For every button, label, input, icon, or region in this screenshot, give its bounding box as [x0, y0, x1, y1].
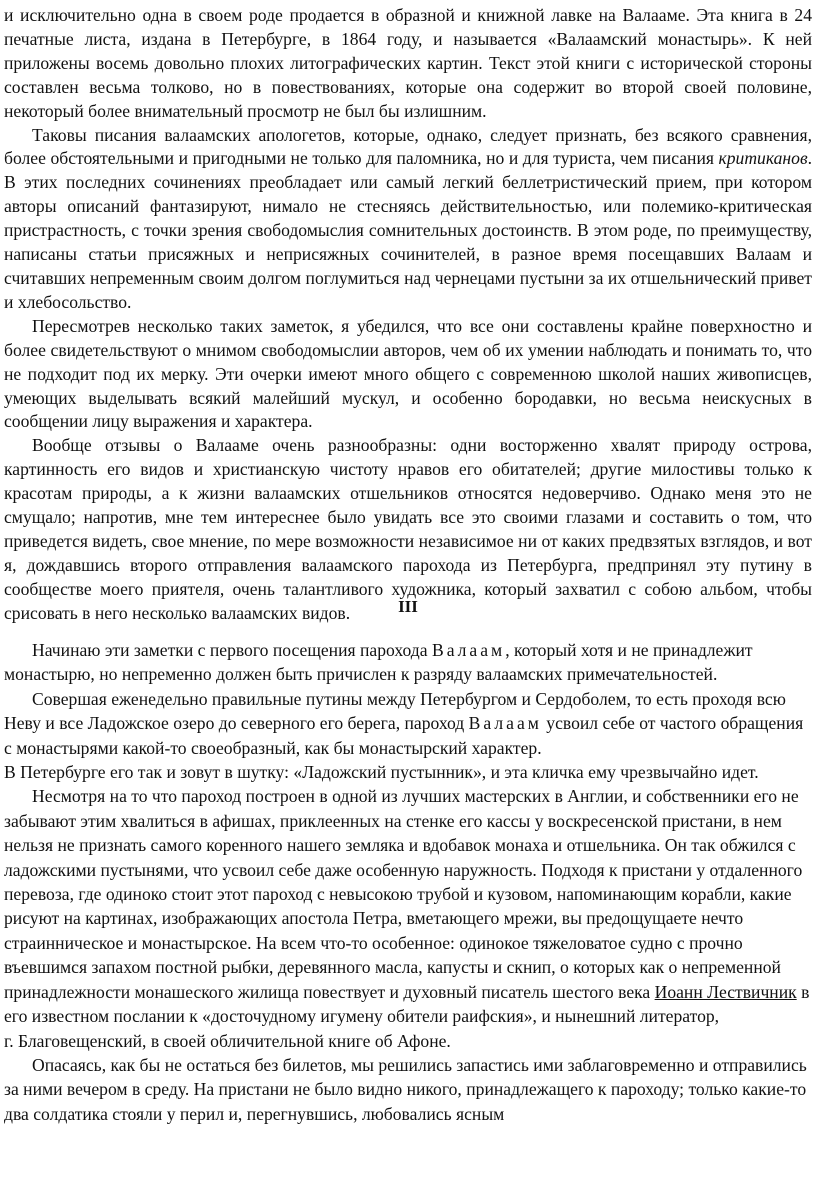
- italic-term: критиканов: [718, 148, 808, 169]
- paragraph-6: [4, 687, 812, 760]
- paragraph-text: и исключительно одна в своем роде продается в образной и книжной лавке на Валааме. Эта книга в 24 печатные листа, издана в Петербурге, в 1864 году, и называется «Валаамский монастырь». К ней приложены восемь довольно плохих литографических картин. Текст этой книги с исторической стороны составлен весьма толково, но в повествованиях, которые она содержит во второй своей половине, некоторый более внимательный просмотр не был бы излишним.: [4, 5, 812, 121]
- author-name-link[interactable]: Иоанн Лествичник: [654, 981, 797, 1002]
- ship-name: Валаам: [431, 640, 506, 660]
- paragraph-7: [4, 760, 812, 784]
- ship-name: Валаам: [468, 713, 542, 734]
- paragraph-text: усвоил себе от частого обращения с монастырями какой-то своеобразный, как бы монастырский характер.: [4, 713, 804, 758]
- paragraph-1: [4, 4, 812, 124]
- paragraph-3: [4, 315, 812, 435]
- paragraph-text: Вообще отзывы о Валааме очень разнообразны: одни восторженно хвалят природу острова, картинность его видов и христианскую чистоту нравов его обитателей; другие милостивы только к красотам природы, а к жизни валаамских отшельников относятся недоверчиво. Однако меня это не смущало; напротив, мне тем интереснее было увидать все это своими глазами и составить о том, что приведется видеть, свое мнение, по мере возможности независимое ни от каких предвзятых взглядов, и вот я, дождавшись второго отправления валаамского парохода из Петербурга, предпринял эту путину в сообществе моего приятеля, очень талантливого художника, который захватил с собою альбом, чтобы срисовать в него несколько валаамских видов.: [4, 435, 812, 623]
- paragraph-text: Таковы писания валаамских апологетов, которые, однако, следует признать, без всякого сравнения, более обстоятельными и пригодными не только для паломника, но и для туриста, чем писания: [4, 124, 812, 169]
- chapter-heading: III: [398, 597, 418, 616]
- paragraph-text: Несмотря на то что пароход построен в одной из лучших мастерских в Англии, и собственники его не забывают этим хвалиться в афишах, приклеенных на стенке его кассы у воскресенской пристани, в нем нельзя не признать самого коренного нашего земляка и вдобавок монаха и отшельника. Он так обжился с ладожскими пустынями, что усвоил себе даже особенную наружность. Подходя к пристани у отдаленного перевоза, где одиноко стоит этот пароход с невысокою трубой и кузовом, напоминающим корабли, какие рисуют на картинах, изображающих апостола Петра, вметающего мрежи, вы предощущаете нечто страинническое и монастырское. На всем что-то особенное: одинокое тяжеловатое судно с прочно въевшимся запахом постной рыбки, деревянного масла, капусты и скнип, о которых как о непременной принадлежности монашеского жилища повествует и духовный писатель шестого века: [4, 786, 803, 1002]
- paragraph-text: Совершая еженедельно правильные путины между Петербургом и Сердоболем, то есть проходя всю Неву и все Ладожское озеро до северного его берега, пароход: [4, 688, 786, 734]
- paragraph-10: [4, 1053, 812, 1126]
- text-section-before-heading: [4, 4, 812, 626]
- paragraph-text: , который хотя и не принадлежит монастырю, но непременно должен быть причислен к разряду валаамских примечательностей.: [4, 640, 753, 685]
- paragraph-2: [4, 124, 812, 315]
- paragraph-5: [4, 638, 812, 687]
- paragraph-text: г. Благовещенский, в своей обличительной книге об Афоне.: [4, 1030, 451, 1051]
- paragraph-text: . В этих последних сочинениях преобладает или самый легкий беллетристический прием, при котором авторы описаний фантазируют, нимало не стесняясь действительностью, или полемико-критическая пристрастность, с точки зрения свободомыслия сомнительных достоинств. В этом роде, по преимуществу, написаны статьи присяжных и неприсяжных сочинителей, в разное время посещавших Валаам и считавших непременным своим долгом поглумиться над чернецами пустыни за их отшельнический привет и хлебосольство.: [4, 148, 812, 312]
- paragraph-text: Опасаясь, как бы не остаться без билетов, мы решились запастись ими заблаговременно и отправились за ними вечером в среду. На пристани не было видно никого, принадлежащего к пароходу; только какие-то два солдатика стояли у перил и, перегнувшись, любовались ясным: [4, 1054, 807, 1124]
- text-section-after-heading: [4, 638, 812, 1126]
- paragraph-text: в его известном послании к «досточудному игумену обители раифския», и нынешний литератор,: [4, 981, 810, 1027]
- paragraph-9: [4, 1029, 812, 1053]
- paragraph-text: В Петербурге его так и зовут в шутку: «Ладожский пустынник», и эта кличка ему чрезвычайно идет.: [4, 762, 759, 783]
- paragraph-text: Пересмотрев несколько таких заметок, я убедился, что все они составлены крайне поверхностно и более свидетельствуют о мнимом свободомыслии авторов, чем об их умении наблюдать и понимать то, что не подходит под их мерку. Эти очерки имеют много общего с современною школой наших живописцев, умеющих выделывать всякий малейший мускул, и особенно бородавки, но весьма неискусных в сообщении лицу выражения и характера.: [4, 315, 812, 432]
- paragraph-8: [4, 784, 812, 1028]
- paragraph-text: Начинаю эти заметки с первого посещения парохода: [32, 640, 432, 660]
